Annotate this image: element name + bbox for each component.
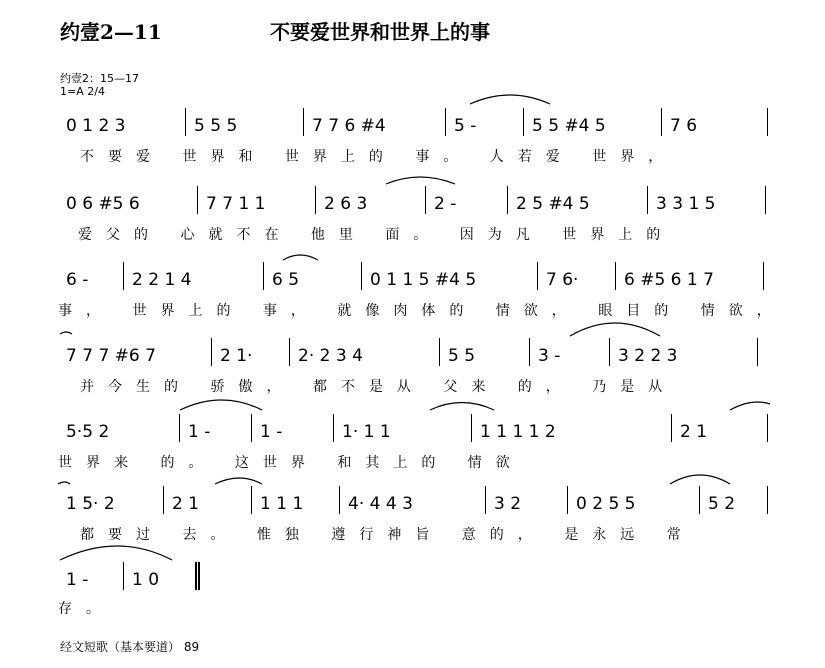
measure: [486, 486, 568, 514]
measure: [180, 414, 252, 442]
measure-notes: 1 5· 2: [66, 494, 115, 514]
lyrics-line: 爱父的 心就不在 他里 面。 因为凡 世界上的: [78, 227, 675, 243]
measure-notes: 4· 4 4 3: [348, 494, 413, 514]
measure: [616, 262, 764, 290]
page-footer: 经文短歌（基本要道） 89: [60, 640, 200, 654]
measure-notes: 1 -: [188, 422, 211, 442]
notation-line: [58, 108, 768, 136]
measure-notes: 2· 2 3 4: [298, 346, 363, 366]
measure: [58, 262, 124, 290]
measure-notes: 2 -: [434, 194, 457, 214]
slur: [180, 400, 262, 410]
measure: [58, 486, 164, 514]
measure: [252, 414, 334, 442]
measure: [508, 186, 648, 214]
lyrics-line: 并今生的 骄傲， 都不是从 父来 的， 乃是从: [80, 379, 677, 395]
measure: [58, 108, 186, 136]
slur: [730, 402, 770, 410]
measure: [304, 108, 446, 136]
measure: [58, 338, 212, 366]
measure-notes: 1· 1 1: [342, 422, 391, 442]
measure-notes: 6 #5 6 1 7: [624, 270, 714, 290]
measure-notes: 7 6: [670, 116, 698, 136]
measure: [446, 108, 524, 136]
measure-notes: 5 5 #4 5: [532, 116, 606, 136]
measure: [524, 108, 662, 136]
notation-line: [58, 186, 768, 214]
slur: [430, 403, 494, 411]
slur: [60, 332, 72, 334]
measure: [252, 486, 340, 514]
slur: [670, 475, 730, 484]
measure: [362, 262, 538, 290]
notation-line: [58, 262, 768, 290]
measure-notes: 0 1 2 3: [66, 116, 126, 136]
measure-notes: 0 6 #5 6: [66, 194, 140, 214]
lyrics-line: 都要过 去。 惟独 遵行神旨 意的， 是永远 常: [80, 527, 695, 543]
measure: [648, 186, 766, 214]
measure-notes: 1 -: [260, 422, 283, 442]
measure: [662, 108, 768, 136]
measure: [58, 414, 180, 442]
measure-notes: 0 1 1 5 #4 5: [370, 270, 477, 290]
measure-notes: 5 5 5: [194, 116, 238, 136]
measure: [58, 186, 198, 214]
measure: [164, 486, 252, 514]
measure-notes: 7 7 1 1: [206, 194, 266, 214]
measure-notes: 5·5 2: [66, 422, 110, 442]
measure-notes: 2 5 #4 5: [516, 194, 590, 214]
lyrics-line: 不要爱 世界和 世界上的 事。 人若爱 世界，: [80, 149, 677, 165]
measure-notes: 6 -: [66, 270, 89, 290]
measure-notes: 0 2 5 5: [576, 494, 636, 514]
measure: [334, 414, 472, 442]
measure: [610, 338, 758, 366]
measure-notes: 3 2 2 3: [618, 346, 678, 366]
slur: [570, 323, 660, 336]
lyrics-line: 存。: [58, 601, 114, 617]
measure: [58, 562, 124, 590]
measure: [700, 486, 768, 514]
measure-notes: 1 1 1: [260, 494, 304, 514]
lyrics-line: 世界来 的。 这世界 和其上的 情欲: [58, 455, 524, 471]
final-measure: [124, 562, 200, 590]
song-title: 不要爱世界和世界上的事: [270, 20, 490, 44]
notation-line: [58, 414, 768, 442]
measure: [472, 414, 672, 442]
measure-notes: 3 3 1 5: [656, 194, 716, 214]
measure: [212, 338, 290, 366]
measure-notes: 1 -: [66, 570, 89, 590]
measure: [538, 262, 616, 290]
measure-notes: 6 5: [272, 270, 300, 290]
slur: [283, 255, 318, 260]
slur: [386, 177, 455, 184]
lyrics-line: 事， 世界上的 事， 就像肉体的 情欲， 眼目的 情欲，: [58, 303, 785, 319]
measure: [198, 186, 316, 214]
measure-notes: 5 5: [448, 346, 476, 366]
measure: [264, 262, 362, 290]
reference-block: [60, 72, 139, 98]
measure: [186, 108, 304, 136]
measure: [316, 186, 426, 214]
measure-notes: 7 7 6 #4: [312, 116, 386, 136]
slur: [58, 482, 70, 484]
measure: [568, 486, 700, 514]
song-code: 约壹2—11: [60, 20, 162, 44]
slur: [215, 478, 262, 484]
measure-notes: 1 0: [132, 570, 160, 590]
measure-notes: 3 2: [494, 494, 522, 514]
notation-line: [58, 486, 768, 514]
slur: [470, 95, 550, 104]
scripture-reference: 约壹2：15—17: [60, 72, 139, 85]
measure: [426, 186, 508, 214]
key-time-signature: 1=A 2/4: [60, 85, 105, 98]
measure: [124, 262, 264, 290]
measure-notes: 2 1·: [220, 346, 253, 366]
slur: [60, 546, 172, 560]
notation-line: [58, 338, 768, 366]
measure: [530, 338, 610, 366]
measure-notes: 1 1 1 1 2: [480, 422, 556, 442]
measure-notes: 2 6 3: [324, 194, 368, 214]
measure-notes: 5 2: [708, 494, 736, 514]
measure-notes: 2 1: [172, 494, 200, 514]
measure: [340, 486, 486, 514]
measure-notes: 2 1: [680, 422, 708, 442]
measure: [440, 338, 530, 366]
measure: [290, 338, 440, 366]
notation-line: [58, 562, 768, 590]
measure-notes: 7 6·: [546, 270, 579, 290]
measure-notes: 3 -: [538, 346, 561, 366]
measure-notes: 2 2 1 4: [132, 270, 192, 290]
measure-notes: 5 -: [454, 116, 477, 136]
measure: [672, 414, 768, 442]
measure-notes: 7 7 7 #6 7: [66, 346, 156, 366]
